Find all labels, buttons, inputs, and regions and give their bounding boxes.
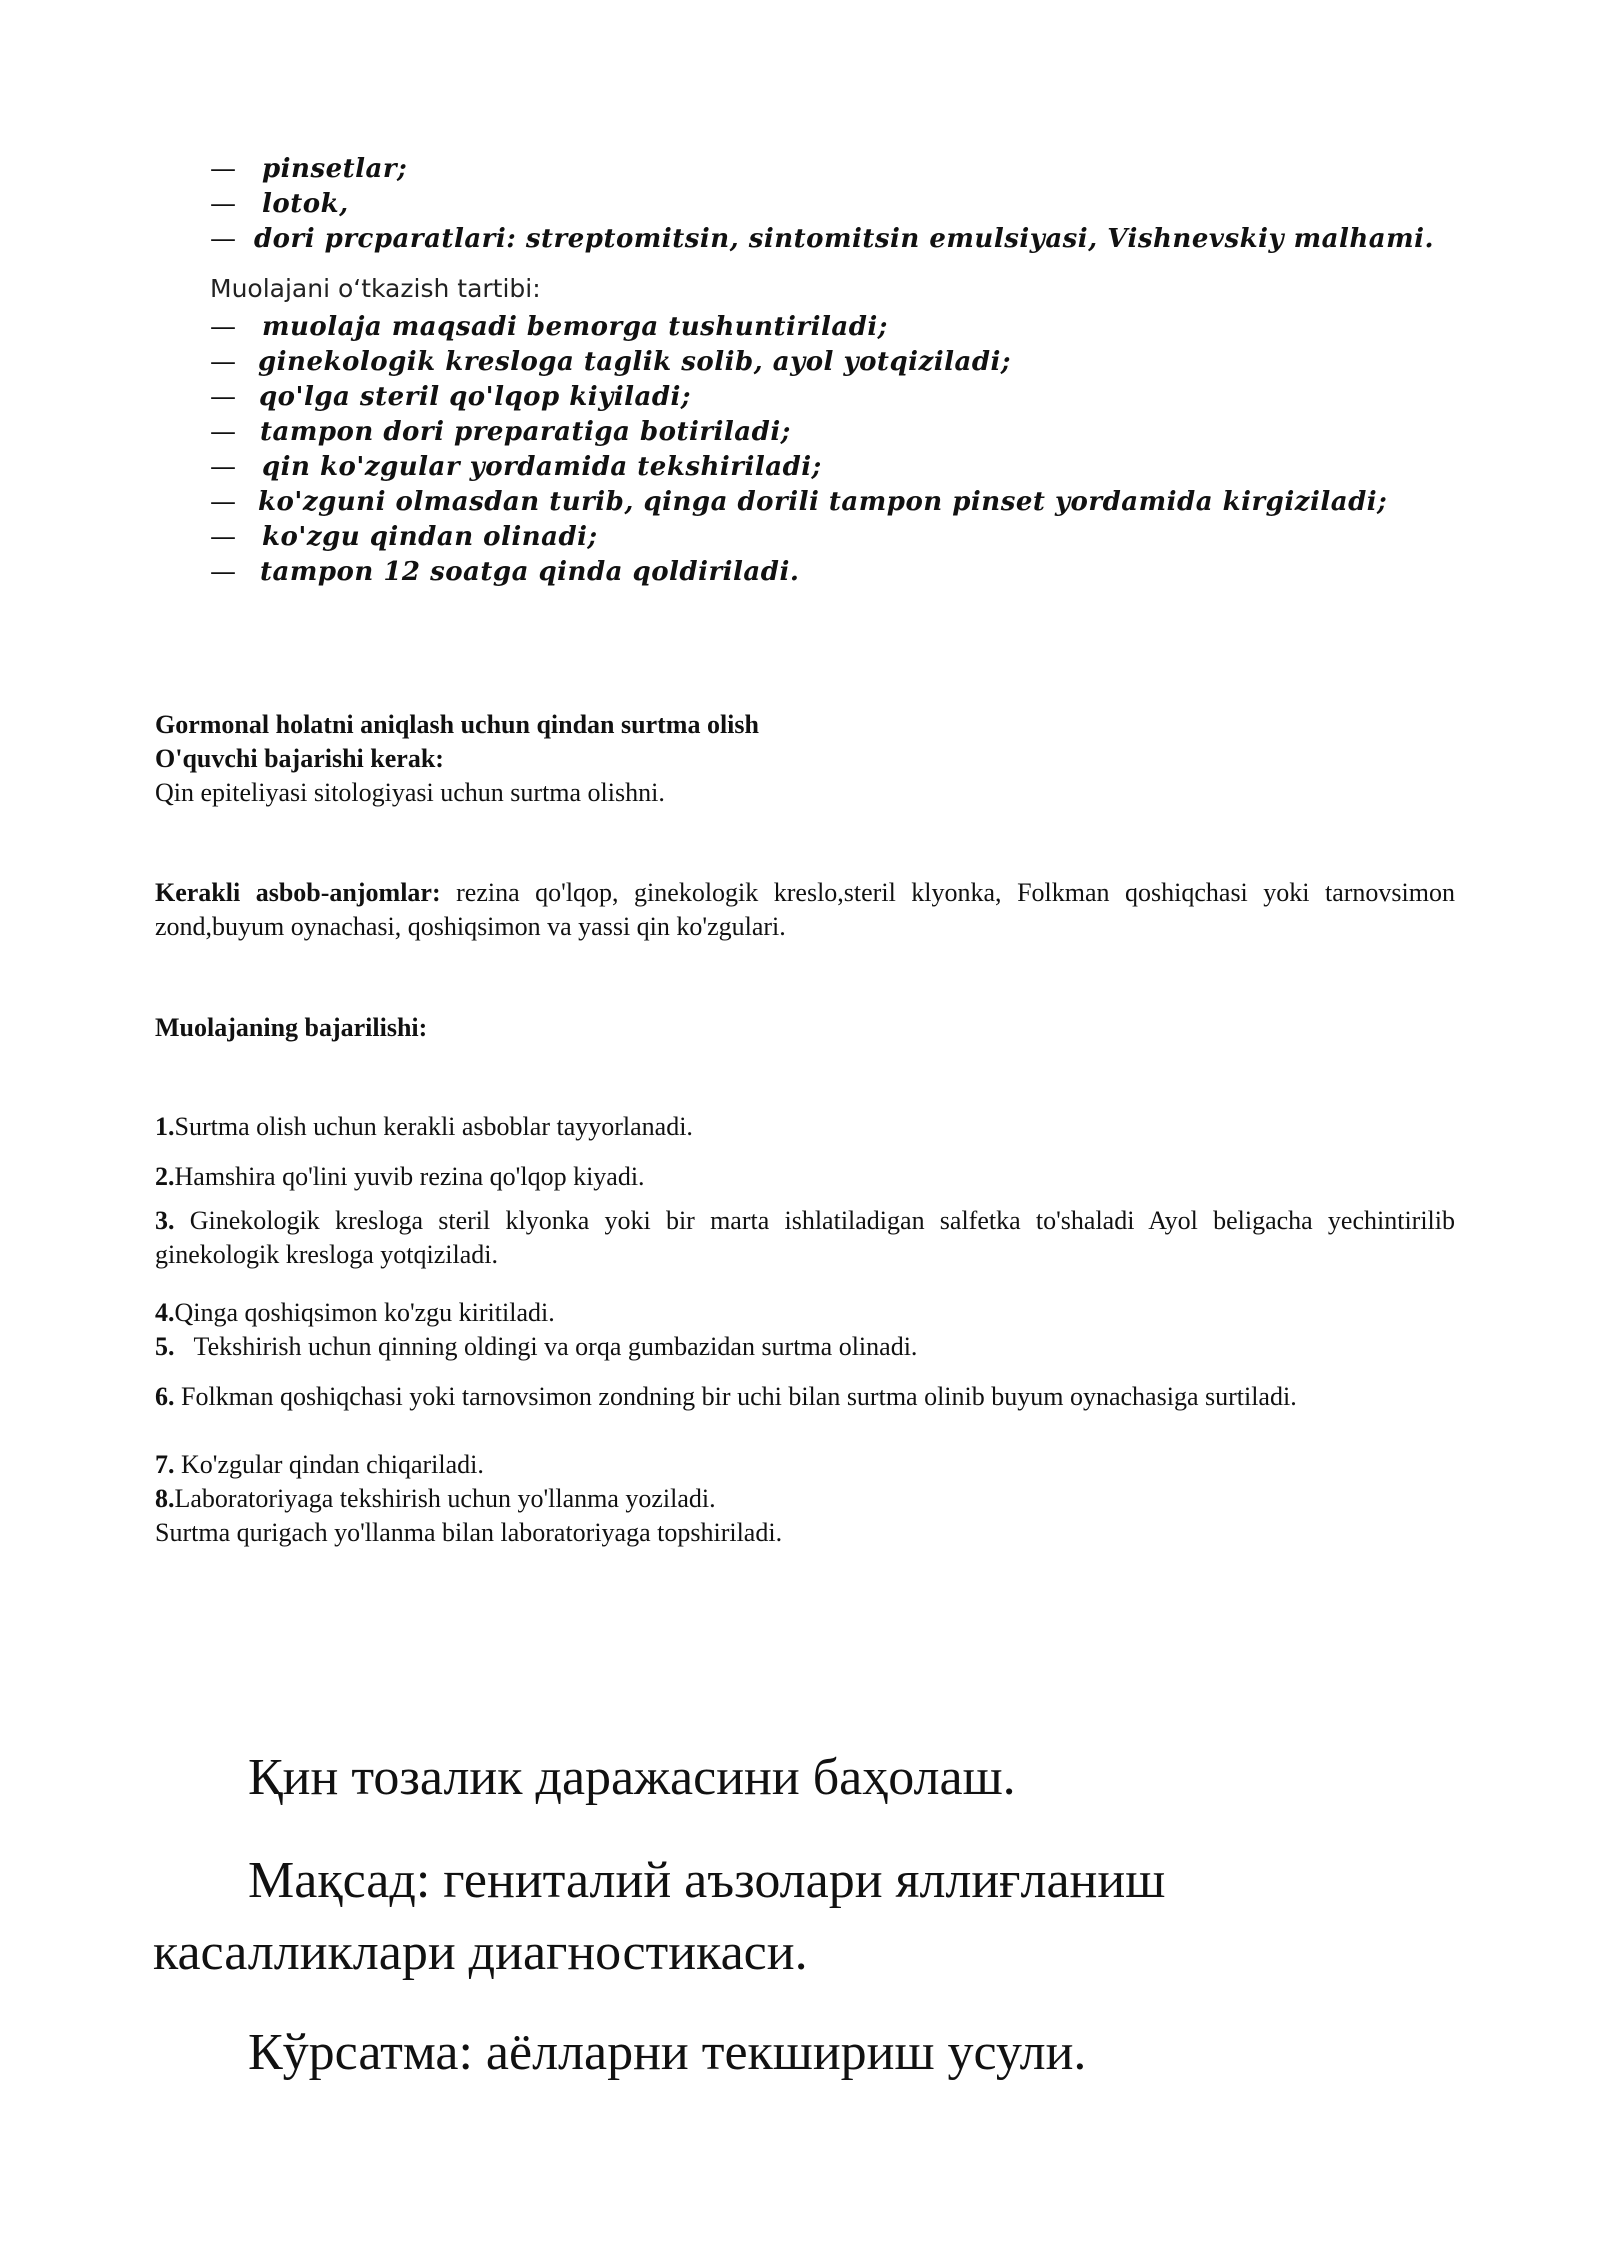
- dash-bullet: —: [210, 522, 237, 552]
- list-item: [210, 222, 1434, 257]
- execution-step: [155, 1448, 1455, 1482]
- dash-bullet: —: [210, 347, 237, 377]
- step-text: Folkman qoshiqchasi yoki tarnovsimon zondning bir uchi bilan surtma olinib buyum oynachasiga surtiladi.: [174, 1382, 1297, 1411]
- tools-text: rezina qo'lqop, ginekologik kreslo,steril klyonka, Folkman qoshiqchasi yoki tarnovsimon zond,buyum oynachasi, qoshiqsimon va yassi qin ko'zgulari.: [155, 878, 1456, 941]
- step-text: Ko'zgular qindan chiqariladi.: [174, 1450, 484, 1479]
- execution-heading: Muolajaning bajarilishi:: [155, 1013, 428, 1042]
- dash-bullet: —: [210, 312, 237, 342]
- list-item-text: muolaja maqsadi bemorga tushuntiriladi;: [262, 312, 888, 342]
- step-text: Surtma olish uchun kerakli asboblar tayyorlanadi.: [174, 1112, 693, 1141]
- dash-bullet: —: [210, 224, 237, 254]
- step-number: 7.: [155, 1450, 175, 1479]
- list-item-text: tampon 12 soatga qinda qoldiriladi.: [260, 557, 800, 587]
- execution-step: [155, 1110, 1455, 1144]
- step-text: Hamshira qo'lini yuvib rezina qo'lqop kiyadi.: [174, 1162, 645, 1191]
- list-item-text: qo'lga steril qo'lqop kiyiladi;: [259, 382, 691, 412]
- cyrillic-title: Қин тозалик даражасини баҳолаш.: [248, 1749, 1016, 1806]
- execution-step: [155, 1380, 1455, 1414]
- list-item: [210, 555, 1387, 590]
- section-goal: Qin epiteliyasi sitologiyasi uchun surtma olishni.: [155, 778, 665, 807]
- list-item: [210, 415, 1387, 450]
- list-item-text: ko'zguni olmasdan turib, qinga dorili tampon pinset yordamida kirgiziladi;: [258, 487, 1388, 517]
- cyrillic-goal-line1: Мақсад: гениталий аъзолари яллиғланиш: [248, 1852, 1166, 1909]
- section-title: Gormonal holatni aniqlash uchun qindan surtma olish: [155, 710, 759, 739]
- dash-bullet: —: [210, 189, 237, 219]
- cyrillic-indication: Кўрсатма: аёлларни текшириш усули.: [248, 2024, 1087, 2081]
- tools-label: Kerakli asbob-anjomlar:: [155, 878, 441, 907]
- list-item-text: dori prcparatlari: streptomitsin, sintomitsin emulsiyasi, Vishnevskiy malhami.: [254, 224, 1435, 254]
- execution-step: [155, 1330, 1455, 1364]
- execution-step: [155, 1204, 1455, 1272]
- list-item: [210, 380, 1387, 415]
- step-number: 3.: [155, 1206, 175, 1235]
- list-item-text: lotok,: [262, 189, 349, 219]
- step-number: 5.: [155, 1332, 175, 1361]
- list-item: [210, 310, 1387, 345]
- execution-step: [155, 1160, 1455, 1194]
- list-item: [210, 152, 1434, 187]
- cyrillic-goal-line2: касалликлари диагностикаси.: [153, 1924, 808, 1981]
- section-subtitle: O'quvchi bajarishi kerak:: [155, 744, 444, 773]
- list-item-text: qin ko'zgular yordamida tekshiriladi;: [262, 452, 822, 482]
- execution-step: [155, 1482, 1455, 1516]
- dash-bullet: —: [210, 382, 237, 412]
- step-text: Tekshirish uchun qinning oldingi va orqa gumbazidan surtma olinadi.: [174, 1332, 918, 1361]
- final-note: Surtma qurigach yo'llanma bilan laboratoriyaga topshiriladi.: [155, 1518, 783, 1547]
- procedure-steps-list: [210, 310, 1387, 590]
- step-number: 2.: [155, 1162, 175, 1191]
- execution-step: [155, 1296, 1455, 1330]
- list-item: [210, 187, 1434, 222]
- procedure-heading: Muolajani oʻtkazish tartibi:: [210, 274, 541, 303]
- supplies-list: [210, 152, 1434, 257]
- list-item: [210, 485, 1387, 520]
- step-number: 8.: [155, 1484, 175, 1513]
- dash-bullet: —: [210, 417, 237, 447]
- step-text: Qinga qoshiqsimon ko'zgu kiritiladi.: [174, 1298, 555, 1327]
- step-text: Laboratoriyaga tekshirish uchun yo'llanma yoziladi.: [174, 1484, 716, 1513]
- list-item: [210, 450, 1387, 485]
- list-item-text: ginekologik kresloga taglik solib, ayol yotqiziladi;: [258, 347, 1012, 377]
- dash-bullet: —: [210, 557, 237, 587]
- tools-paragraph: [155, 876, 1455, 944]
- list-item-text: ko'zgu qindan olinadi;: [262, 522, 598, 552]
- list-item-text: pinsetlar;: [262, 154, 408, 184]
- dash-bullet: —: [210, 154, 237, 184]
- list-item: [210, 345, 1387, 380]
- dash-bullet: —: [210, 487, 237, 517]
- step-text: Ginekologik kresloga steril klyonka yoki bir marta ishlatiladigan salfetka to'shaladi Ayol beligacha yechintirilib ginekologik kresloga yotqiziladi.: [155, 1206, 1455, 1269]
- list-item-text: tampon dori preparatiga botiriladi;: [260, 417, 791, 447]
- step-number: 4.: [155, 1298, 175, 1327]
- step-number: 6.: [155, 1382, 175, 1411]
- list-item: [210, 520, 1387, 555]
- step-number: 1.: [155, 1112, 175, 1141]
- dash-bullet: —: [210, 452, 237, 482]
